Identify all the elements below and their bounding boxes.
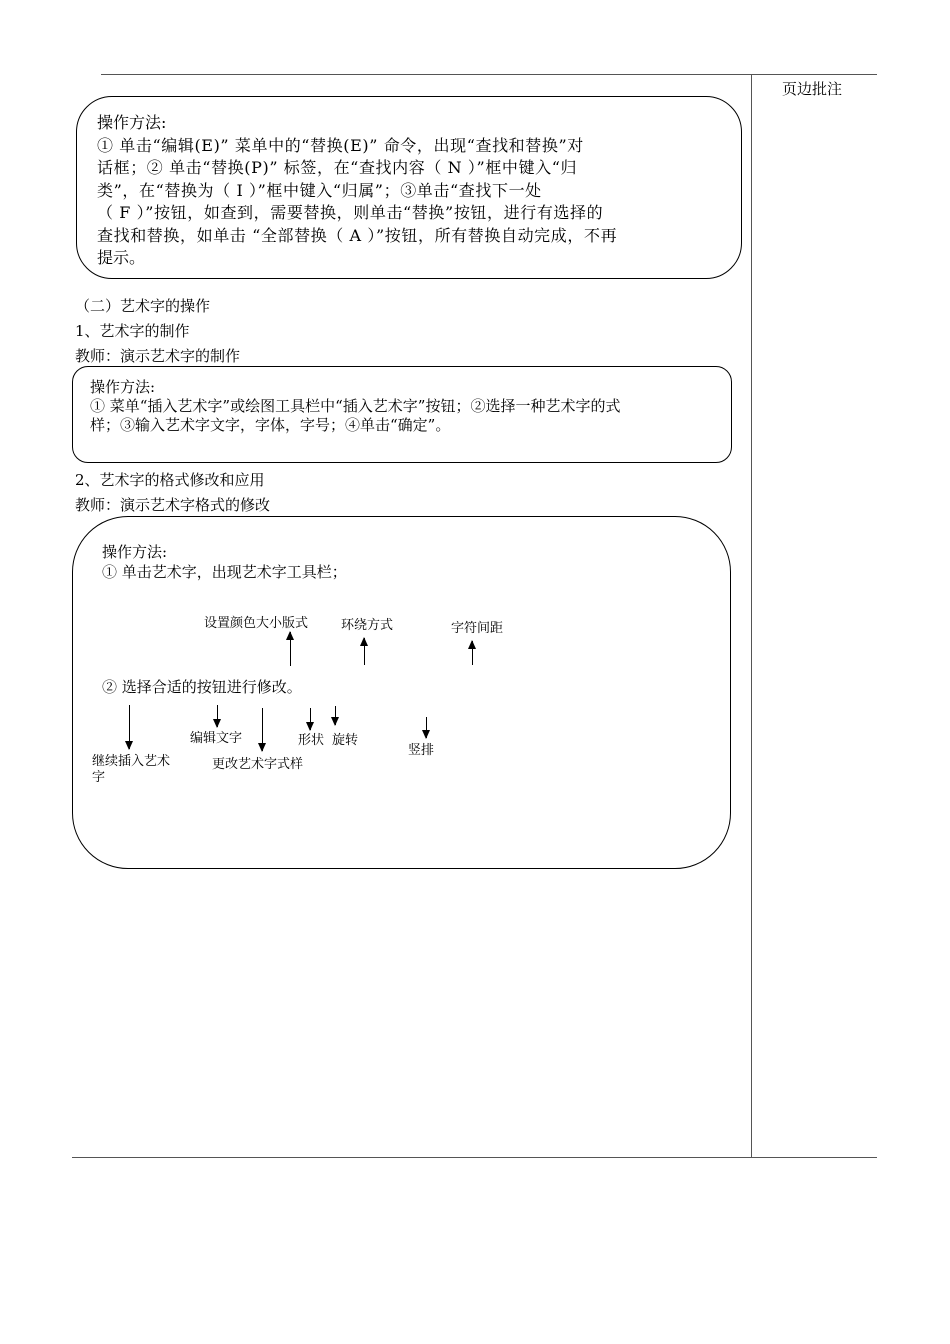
box-title: 操作方法: [97, 113, 167, 132]
arrow-up-icon [364, 638, 365, 665]
box-title: 操作方法: [90, 378, 156, 396]
arrow-up-icon [290, 632, 291, 666]
text-line: 类”，在“替换为（ I ）”框中键入“归属”；③单击“查找下一处 [97, 180, 542, 200]
teacher-note: 教师：演示艺术字的制作 [75, 347, 241, 365]
arrow-down-icon [426, 717, 427, 738]
label-wrap: 环绕方式 [341, 618, 394, 633]
label-edit-text: 编辑文字 [190, 731, 243, 746]
arrow-down-icon [335, 706, 336, 725]
subsection-heading: 1、艺术字的制作 [75, 322, 190, 340]
arrow-down-icon [217, 705, 218, 727]
label-rotate: 旋转 [332, 733, 359, 748]
method-box-create-wordart-text [90, 378, 722, 435]
arrow-down-icon [262, 708, 263, 751]
label-insert-wordart: 继续插入艺术 [92, 754, 171, 769]
arrow-up-icon [472, 641, 473, 665]
top-rule [101, 74, 877, 75]
method-box-replace-text [97, 112, 727, 270]
arrow-down-icon [310, 708, 311, 730]
section-heading: （二）艺术字的操作 [75, 297, 211, 315]
text-line: 样；③输入艺术字文字，字体，字号；④单击“确定”。 [90, 416, 451, 434]
margin-divider [751, 74, 752, 1157]
step-one: ① 单击艺术字，出现艺术字工具栏； [102, 563, 347, 581]
label-change-style: 更改艺术字式样 [212, 757, 304, 772]
text-line: （ F ）”按钮，如查到，需要替换，则单击“替换”按钮，进行有选择的 [97, 203, 604, 222]
label-insert-wordart-wrap: 字 [92, 770, 106, 785]
text-line: 提示。 [97, 248, 146, 267]
label-vertical: 竖排 [408, 743, 435, 758]
label-shape: 形状 [298, 733, 325, 748]
box-title: 操作方法: [102, 543, 168, 561]
label-spacing: 字符间距 [451, 621, 504, 636]
bottom-rule [72, 1157, 877, 1158]
label-set-format: 设置颜色大小版式 [204, 616, 309, 631]
text-line: ① 单击“编辑(E)” 菜单中的“替换(E)” 命令，出现“查找和替换”对 [97, 135, 584, 155]
text-line: 查找和替换，如单击 “全部替换（ A ）”按钮，所有替换自动完成，不再 [97, 225, 618, 245]
text-line: 话框；② 单击“替换(P)” 标签，在“查找内容（ N ）”框中键入“归 [97, 158, 578, 177]
arrow-down-icon [129, 705, 130, 749]
text-line: ① 菜单“插入艺术字”或绘图工具栏中“插入艺术字”按钮；②选择一种艺术字的式 [90, 397, 621, 415]
subsection-heading: 2、艺术字的格式修改和应用 [75, 471, 265, 489]
step-two: ② 选择合适的按钮进行修改。 [102, 678, 302, 696]
teacher-note: 教师：演示艺术字格式的修改 [75, 496, 271, 514]
margin-notes-title: 页边批注 [782, 80, 843, 98]
